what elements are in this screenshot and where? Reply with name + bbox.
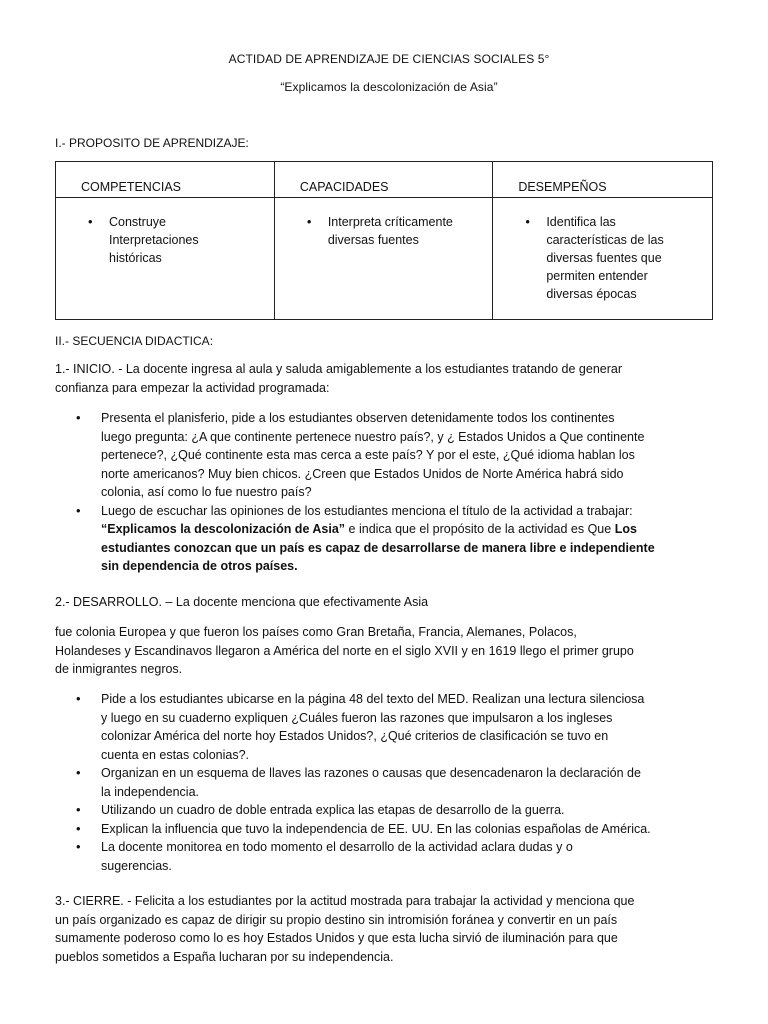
list-item (328, 213, 492, 249)
bullet1-line-3: pertenece?, ¿Qué continente esta mas cerca a este país? Y por el este, ¿Qué idioma hablan los (101, 448, 635, 462)
bullet1-line-5: colonia, así como lo fue nuestro país? (101, 485, 312, 499)
dbullet5-line-1: La docente monitorea en todo momento el desarrollo de la actividad aclara dudas y o (101, 840, 573, 854)
bullet1-line-2: luego pregunta: ¿A que continente pertenece nuestro país?, y ¿ Estados Unidos a Que continente (101, 429, 645, 444)
bullet1-line-1: Presenta el planisferio, pide a los estudiantes observen detenidamente todos los continentes (101, 411, 615, 425)
list-item (55, 801, 717, 820)
bullet2-bold-line-4: sin dependencia de otros países. (101, 559, 298, 573)
dbullet4-line-1: Explican la influencia que tuvo la independencia de EE. UU. En las colonias españolas de América. (101, 821, 651, 836)
inicio-paragraph (55, 360, 717, 397)
activity-title-bold: “Explicamos la descolonización de Asia” (101, 522, 346, 536)
list-item (55, 409, 717, 502)
dbullet1-line-2: y luego en su cuaderno expliquen ¿Cuáles fueron las razones que impulsaron a los ingleses (101, 710, 613, 725)
desarrollo-paragraph (55, 623, 717, 679)
desarrollo-bullet-list (55, 690, 717, 875)
desarrollo-line-1: fue colonia Europea y que fueron los países como Gran Bretaña, Francia, Alemanes, Polacos, (55, 625, 577, 639)
desempeno-line-1: Identifica las (546, 214, 616, 229)
section1-heading: I.- PROPOSITO DE APRENDIZAJE: (55, 136, 249, 150)
competencia-line-1: Construye (109, 214, 166, 229)
dbullet2-line-2: la independencia. (101, 784, 199, 799)
competencia-line-2: Interpretaciones (109, 232, 199, 247)
dbullet1-line-4: cuenta en estas colonias?. (101, 747, 250, 762)
bullet2-bold-word: Los (614, 522, 637, 536)
desempeno-line-2: características de las (546, 232, 664, 247)
dbullet1-line-1: Pide a los estudiantes ubicarse en la página 48 del texto del MED. Realizan una lectura silenciosa (101, 692, 645, 706)
document-subtitle: “Explicamos la descolonización de Asia” (280, 80, 498, 94)
competencia-line-3: históricas (109, 250, 162, 265)
table-row (56, 197, 713, 319)
cierre-line-2: un país organizado es capaz de dirigir su propio destino sin intromisión foránea y convertir en un país (55, 912, 618, 927)
desempeno-line-4: permiten entender (546, 268, 648, 283)
competencias-table (55, 161, 713, 320)
list-item (55, 502, 717, 576)
header-capacidades: CAPACIDADES (274, 162, 492, 198)
cell-competencias (56, 197, 275, 319)
desempeno-line-5: diversas épocas (546, 286, 637, 301)
cierre-paragraph (55, 892, 717, 966)
desarrollo-heading: 2.- DESARROLLO. – La docente menciona que efectivamente Asia (55, 595, 429, 609)
list-item (109, 213, 274, 267)
header-competencias: COMPETENCIAS (56, 162, 275, 198)
dbullet3-line-1: Utilizando un cuadro de doble entrada explica las etapas de desarrollo de la guerra. (101, 803, 565, 817)
bullet1-line-4: norte americanos? Muy bien chicos. ¿Creen que Estados Unidos de Norte América habrá sido (101, 466, 624, 481)
table-header-row (56, 162, 713, 198)
desarrollo-line-3: de inmigrantes negros. (55, 662, 183, 676)
cierre-line-3: sumamente poderoso como lo es hoy Estados Unidos y que esta lucha sirvió de iluminación para que (55, 931, 618, 945)
list-item (55, 820, 717, 839)
dbullet5-line-2: sugerencias. (101, 858, 172, 873)
cierre-line-4: pueblos sometidos a España lucharan por su independencia. (55, 949, 394, 964)
inicio-line-2: confianza para empezar la actividad programada: (55, 380, 330, 395)
list-item (546, 213, 712, 303)
bullet2-line-1: Luego de escuchar las opiniones de los estudiantes menciona el título de la actividad a trabajar: (101, 503, 633, 518)
section2-heading: II.- SECUENCIA DIDACTICA: (55, 334, 214, 348)
bullet2-line-2: e indica que el propósito de la actividad es Que (345, 522, 615, 536)
capacidad-line-2: diversas fuentes (327, 232, 419, 247)
list-item (55, 690, 717, 764)
bullet2-bold-line-3: estudiantes conozcan que un país es capaz de desarrollarse de manera libre e independiente (101, 540, 655, 555)
capacidad-line-1: Interpreta críticamente (327, 214, 453, 229)
cierre-line-1: 3.- CIERRE. - Felicita a los estudiantes por la actitud mostrada para trabajar la actividad y menciona que (55, 894, 635, 908)
desarrollo-line-2: Holandeses y Escandinavos llegaron a América del norte en el siglo XVII y en 1619 llego el primer grupo (55, 643, 634, 658)
cell-capacidades (274, 197, 492, 319)
list-item (55, 838, 717, 875)
dbullet2-line-1: Organizan en un esquema de llaves las razones o causas que desencadenaron la declaración de (101, 766, 641, 780)
list-item (55, 764, 717, 801)
desempeno-line-3: diversas fuentes que (546, 250, 662, 265)
inicio-line-1: 1.- INICIO. - La docente ingresa al aula y saluda amigablemente a los estudiantes tratando de generar (55, 362, 623, 376)
cell-desempenos (493, 197, 713, 319)
document-title: ACTIDAD DE APRENDIZAJE DE CIENCIAS SOCIALES 5° (228, 52, 550, 66)
dbullet1-line-3: colonizar América del norte hoy Estados Unidos?, ¿Qué criterios de clasificación se tuvo en (101, 729, 609, 743)
inicio-bullet-list (55, 409, 717, 576)
header-desempenos: DESEMPEÑOS (493, 162, 713, 198)
